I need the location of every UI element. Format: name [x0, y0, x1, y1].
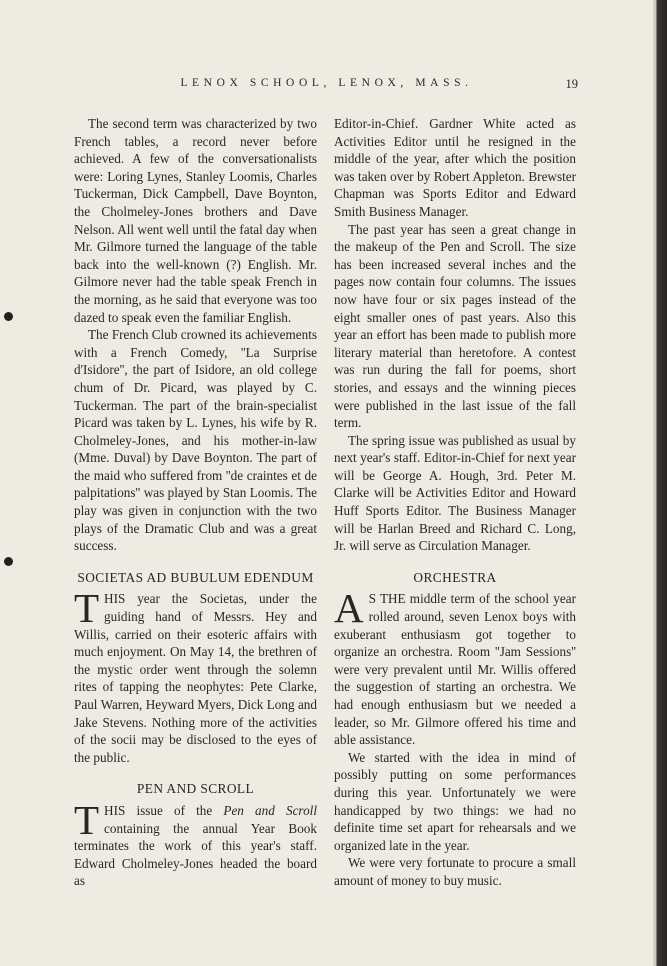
- section-heading-orchestra: ORCHESTRA: [413, 569, 497, 585]
- punch-hole-mark: [4, 312, 13, 321]
- right-column: [334, 115, 576, 890]
- music-paragraph: We were very fortunate to procure a small amount of money to buy music.: [334, 855, 576, 888]
- french-tables-paragraph: The second term was characterized by two French tables, a record never before achieved. A few of the conversationalists were: Loring Lynes, Stanley Loomis, Charles Tuckerman, Dick Campbell, Dave Boynton, the Cholmeley-Jones brothers and Dave Nelson. All went well until the fatal day when Mr. Gilmore turned the language of the table back into the well-known (?) English. Mr. Gilmore never had the table speak French in the morning, as he said that everyone was too dazed to speak even the familiar English.: [74, 116, 317, 325]
- punch-hole-mark: [4, 557, 13, 566]
- page-edge-shadow: [653, 0, 667, 966]
- societas-paragraph: THIS year the Societas, under the guiding hand of Messrs. Hey and Willis, carried on their esoteric affairs with much enjoyment. On May 14, the brethren of the mystic order went through the solemn rites of tapping the neophytes: Pete Clarke, Paul Warren, Heyward Myers, Dick Long and Jake Stevens. Nothing more of the activities of the socii may be disclosed to the eyes of the public.: [74, 585, 317, 765]
- pen-and-scroll-continued: Editor-in-Chief. Gardner White acted as Activities Editor until he resigned in the middle of the year, after which the position was taken over by Robert Appleton. Brewster Chapman was Sports Editor and Edward Smith Business Manager.: [334, 116, 576, 219]
- drop-cap: A: [334, 585, 364, 632]
- left-column: [74, 115, 317, 890]
- makeup-change-paragraph: The past year has seen a great change in the makeup of the Pen and Scroll. The size has been increased several inches and the pages now contain four columns. The issues now have four or six pages instead of the eight smaller ones of past years. Also this year an effort has been made to publish more literary material than heretofore. A contest was run during the fall for poems, short stories, and essays and the winning pieces were published in the last issue of the fall term.: [334, 221, 576, 431]
- performances-paragraph: We started with the idea in mind of possibly putting on some performances during this year. Unfortunately we were handicapped by two things: we had no definite time set apart for rehearsals and we organized late in the year.: [334, 749, 576, 853]
- page-number: 19: [565, 77, 578, 91]
- section-heading-pen-and-scroll: PEN AND SCROLL: [136, 781, 255, 797]
- orchestra-paragraph: A S THE middle term of the school year rolled around, seven Lenox boys with exuberant enthusiasm got together to organize an orchestra. Room ''Jam Sessions'' were very prevalent until Mr. Willis offered the suggestion of starting an orchestra. We had enough enthusiasm but we needed a leader, so Mr. Gilmore offered his time and able assistance.: [334, 585, 576, 748]
- pen-and-scroll-paragraph: THIS issue of the Pen and Scroll containing the annual Year Book terminates the work of this year's staff. Edward Cholmeley-Jones headed the board as: [74, 796, 317, 889]
- section-heading-societas: SOCIETAS AD BUBULUM EDENDUM: [77, 569, 314, 585]
- spring-issue-paragraph: The spring issue was published as usual by next year's staff. Editor-in-Chief for next year will be George A. Hough, 3rd. Peter M. Clarke will be Activities Editor and Howard Huff Sports Editor. The Business Manager will be Harlan Breed and Richard C. Long, Jr. will serve as Circulation Manager.: [334, 432, 576, 554]
- header-title: LENOX SCHOOL, LENOX, MASS.: [180, 77, 473, 89]
- drop-cap: T: [74, 796, 100, 843]
- drop-cap: T: [74, 585, 100, 632]
- running-header: [0, 77, 653, 89]
- french-club-paragraph: The French Club crowned its achievements with a French Comedy, ''La Surprise d'Isidore'', the part of Isidore, an old college chum of Dr. Picard, was played by C. Tuckerman. The part of the brain-specialist Picard was taken by L. Lynes, his wife by R. Cholmeley-Jones, and his mother-in-law (Mme. Duval) by Dave Boynton. The part of the maid who suffered from ''de craintes et de palpitations'' was played by Stan Loomis. The play was given in conjunction with the two plays of the Dramatic Club and was a great success.: [74, 327, 317, 554]
